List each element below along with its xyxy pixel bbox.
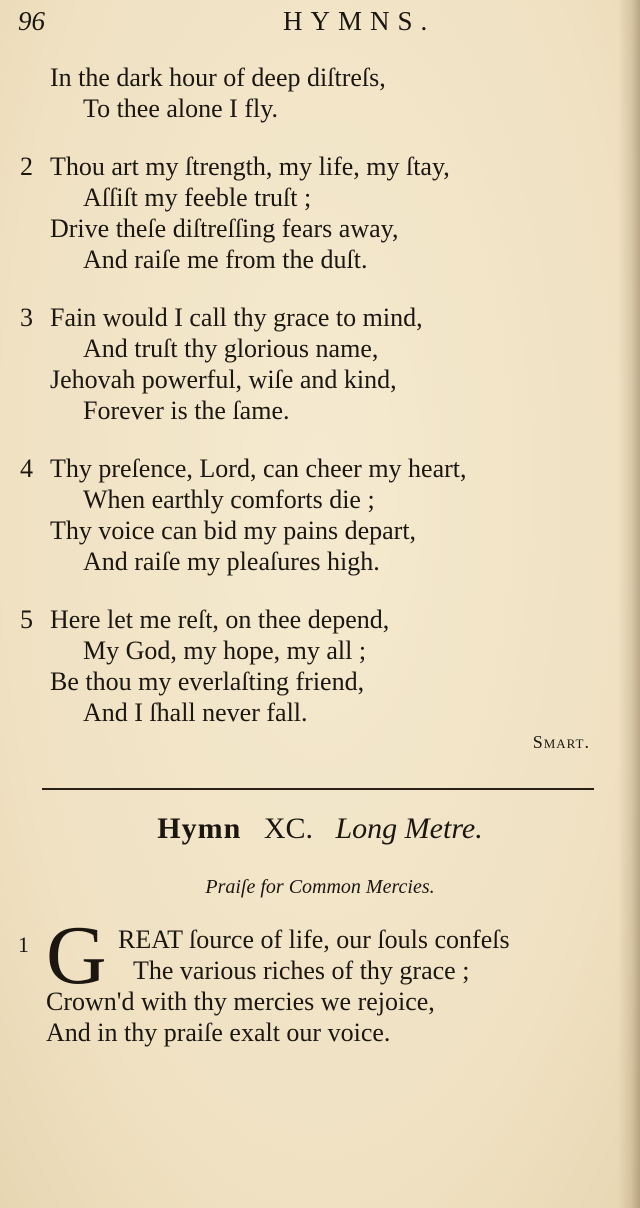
verse-line: Thou art my ſtrength, my life, my ſtay, [50,152,450,181]
stanza [20,62,600,124]
page-number: 96 [18,6,45,36]
verse-line: Here let me reſt, on thee depend, [50,605,390,634]
verse-line: Fain would I call thy grace to mind, [50,303,423,332]
verse-line: My God, my hope, my all ; [83,636,367,665]
verse-line: Thy preſence, Lord, can cheer my heart, [50,454,467,483]
verse-line: Aſſiſt my feeble truſt ; [83,183,312,212]
verse-line: To thee alone I fly. [83,94,279,123]
verse-line: And raiſe my pleaſures high. [83,547,380,576]
verse-line: And I ſhall never fall. [83,698,308,727]
stanza-number: 1 [18,932,29,957]
verse-line: REAT ſource of life, our ſouls confeſs [118,925,510,954]
verse-line: When earthly comforts die ; [83,485,375,514]
running-head: HYMNS. [283,6,436,36]
verse-line: Jehovah powerful, wiſe and kind, [50,365,397,394]
page-edge-shadow [618,0,640,1208]
section-divider [42,788,594,790]
verse-line: And raiſe me from the duſt. [83,245,368,274]
author-attribution: Smart. [532,732,590,752]
stanza [20,453,600,577]
hymn-number: XC. [263,812,313,845]
drop-cap: G [46,909,107,1002]
verse-line: And truſt thy glorious name, [83,334,379,363]
stanza-number: 5 [20,605,33,634]
verse-line: Thy voice can bid my pains depart, [50,516,417,545]
stanza [20,151,600,275]
verse-line: In the dark hour of deep diſtreſs, [50,63,386,92]
verse-line: Forever is the ſame. [83,396,290,425]
stanza-number: 4 [20,454,33,483]
stanza [20,604,600,728]
stanza-number: 3 [20,303,33,332]
stanza-number: 2 [20,152,33,181]
verse-line: Be thou my everlaſting friend, [50,667,365,696]
hymn-title [0,812,640,846]
hymn-title-word: Hymn [157,812,242,845]
hymn-subtitle: Praiſe for Common Mercies. [205,876,435,898]
hymn-metre: Long Metre. [335,812,483,845]
verse-line: The various riches of thy grace ; [133,956,470,985]
hymn-verses-2 [18,909,608,1048]
hymn-verses [20,62,600,755]
verse-line: Crown'd with thy mercies we rejoice, [46,987,435,1016]
page-header [18,6,610,42]
verse-line: And in thy praiſe exalt our voice. [46,1018,391,1047]
verse-line: Drive theſe diſtreſſing fears away, [50,214,399,243]
stanza [20,302,600,426]
